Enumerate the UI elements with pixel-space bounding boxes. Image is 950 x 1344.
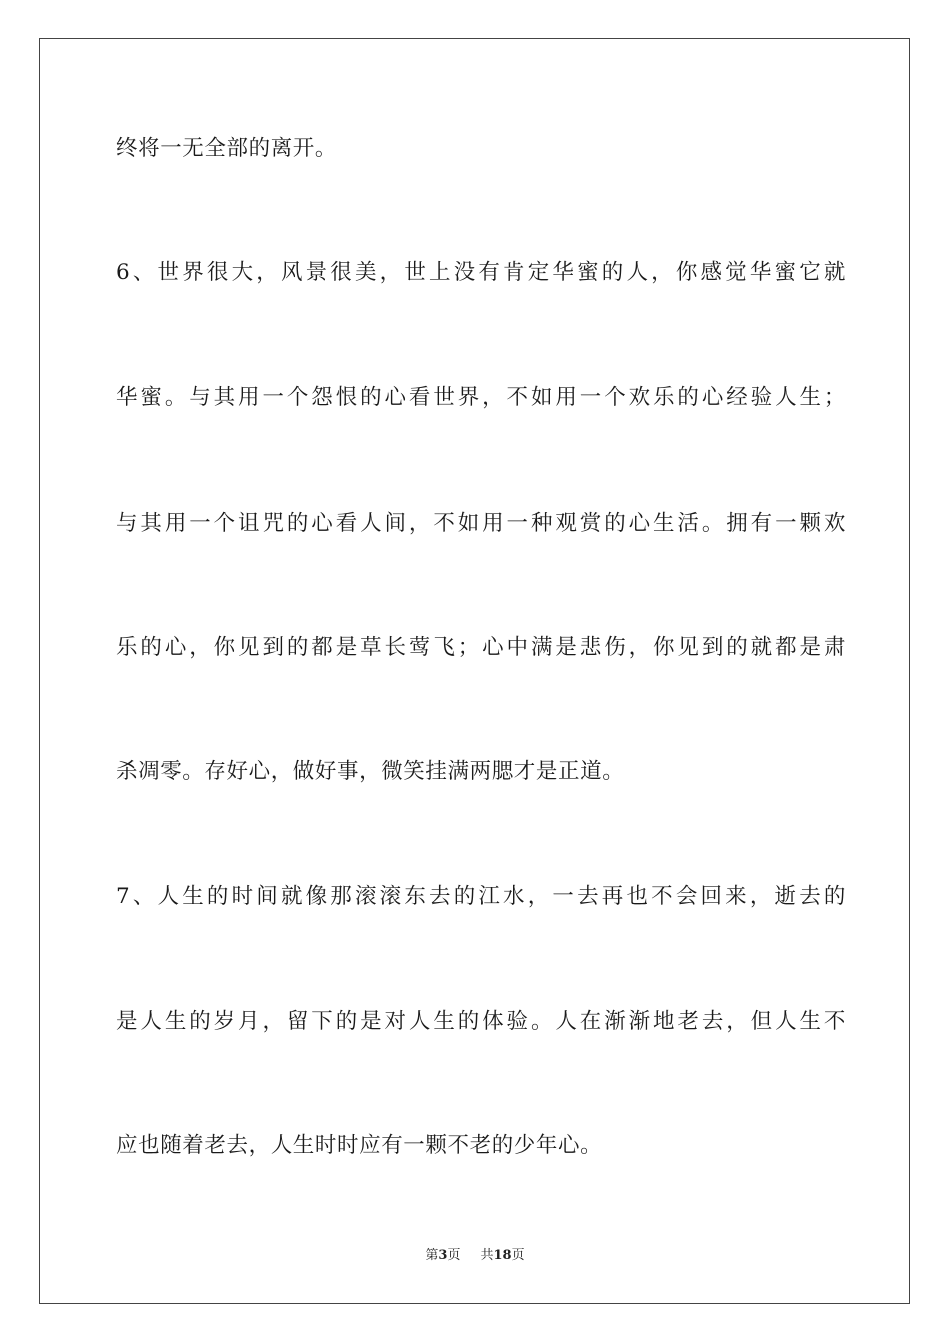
total-pages: 18 xyxy=(493,1248,512,1263)
text-line: 终将一无全部的离开。 xyxy=(116,136,338,161)
total-label-prefix: 共 xyxy=(480,1248,494,1263)
page-number: 3 xyxy=(438,1248,448,1263)
text-line: 应也随着老去，人生时时应有一颗不老的少年心。 xyxy=(116,1133,603,1158)
total-label-suffix: 页 xyxy=(511,1248,525,1263)
page-label-prefix: 第 xyxy=(425,1248,439,1263)
page-footer xyxy=(0,1247,950,1265)
text-line: 6、世界很大，风景很美，世上没有肯定华蜜的人，你感觉华蜜它就 xyxy=(116,260,846,285)
text-line: 是人生的岁月，留下的是对人生的体验。人在渐渐地老去，但人生不 xyxy=(116,1009,846,1034)
text-line: 华蜜。与其用一个怨恨的心看世界，不如用一个欢乐的心经验人生； xyxy=(116,385,846,410)
text-line: 乐的心，你见到的都是草长莺飞；心中满是悲伤，你见到的就都是肃 xyxy=(116,635,846,660)
page-frame xyxy=(39,38,910,1304)
text-line: 7、人生的时间就像那滚滚东去的江水，一去再也不会回来，逝去的 xyxy=(116,884,846,909)
text-line: 杀凋零。存好心，做好事，微笑挂满两腮才是正道。 xyxy=(116,759,625,784)
page-label-suffix: 页 xyxy=(447,1248,461,1263)
text-line: 与其用一个诅咒的心看人间，不如用一种观赏的心生活。拥有一颗欢 xyxy=(116,511,846,536)
